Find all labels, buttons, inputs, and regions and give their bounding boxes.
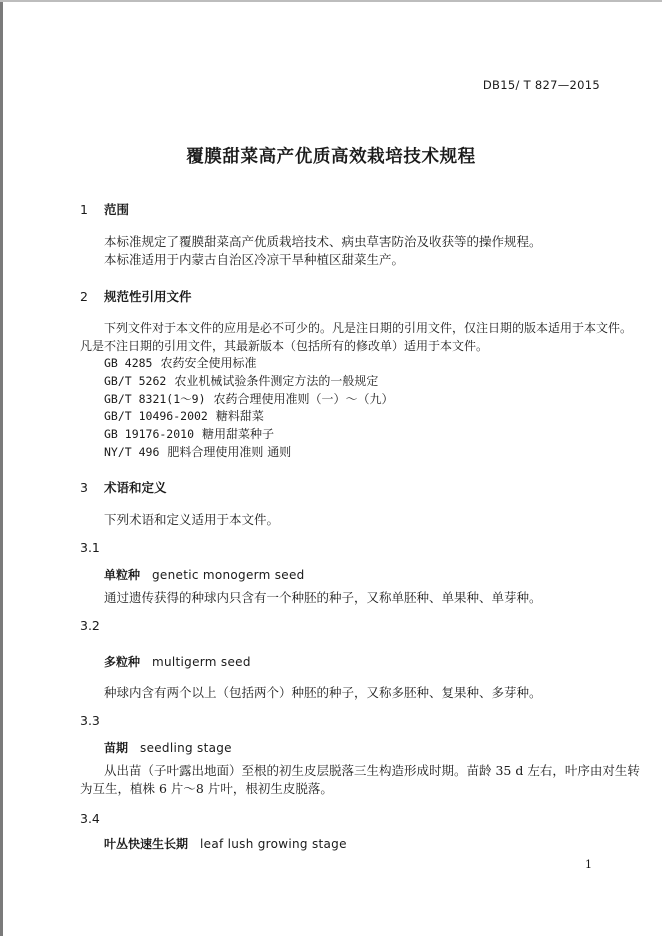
- reference-code: NY/T 496: [104, 445, 160, 459]
- clause-number: 3.1: [80, 540, 100, 555]
- terms-intro: 下列术语和定义适用于本文件。: [104, 512, 280, 527]
- term-definition: 种球内含有两个以上（包括两个）种胚的种子，又称多胚种、复果种、多芽种。: [104, 685, 542, 700]
- term-definition-line-1: 从出苗（子叶露出地面）至根的初生皮层脱落三生构造形成时期。苗龄 35 d 左右，叶序由对生转: [104, 763, 640, 778]
- section-title: 术语和定义: [104, 480, 167, 495]
- page-number: 1: [585, 858, 592, 871]
- reference-item: [104, 425, 274, 442]
- term-english: seedling stage: [140, 741, 232, 755]
- term-entry: [104, 653, 251, 670]
- references-intro-line-2: 凡是不注日期的引用文件，其最新版本（包括所有的修改单）适用于本文件。: [80, 339, 489, 353]
- clause-number: 3.3: [80, 713, 100, 728]
- reference-item: [104, 390, 394, 407]
- scan-edge-top: [0, 0, 662, 2]
- section-number: 3: [80, 480, 88, 495]
- document-title: 覆膜甜菜高产优质高效栽培技术规程: [186, 147, 476, 167]
- term-english: multigerm seed: [152, 655, 251, 669]
- clause-number: 3.2: [80, 618, 100, 633]
- term-entry: [104, 566, 305, 583]
- reference-title: 农药安全使用标准: [160, 356, 257, 370]
- reference-code: GB/T 5262: [104, 374, 167, 388]
- references-intro-line-1: 下列文件对于本文件的应用是必不可少的。凡是注日期的引用文件，仅注日期的版本适用于本文件。: [104, 321, 633, 335]
- clause-number: 3.4: [80, 811, 100, 826]
- scope-paragraph-2: 本标准适用于内蒙古自治区冷凉干旱种植区甜菜生产。: [104, 252, 405, 267]
- reference-code: GB/T 10496-2002: [104, 409, 208, 423]
- term-entry: [104, 739, 232, 756]
- term-english: genetic monogerm seed: [152, 568, 305, 582]
- reference-title: 糖用甜菜种子: [202, 427, 275, 441]
- section-title: 范围: [104, 202, 130, 217]
- scope-paragraph-1: 本标准规定了覆膜甜菜高产优质栽培技术、病虫草害防治及收获等的操作规程。: [104, 234, 542, 249]
- standard-number: DB15/ T 827—2015: [482, 78, 600, 92]
- term-chinese: 多粒种: [104, 655, 141, 669]
- reference-title: 糖料甜菜: [215, 409, 264, 423]
- reference-item: [104, 372, 378, 389]
- reference-code: GB/T 8321(1～9): [104, 392, 206, 406]
- reference-code: GB 19176-2010: [104, 427, 195, 441]
- reference-title: 肥料合理使用准则 通则: [167, 445, 292, 459]
- section-title: 规范性引用文件: [104, 289, 192, 304]
- section-terms-heading: [80, 478, 167, 496]
- section-number: 2: [80, 289, 88, 304]
- reference-code: GB 4285: [104, 356, 153, 370]
- section-references-heading: [80, 287, 192, 305]
- reference-item: [104, 407, 264, 424]
- scan-edge-left: [0, 0, 3, 936]
- reference-item: [104, 354, 256, 371]
- reference-item: [104, 443, 291, 460]
- term-english: leaf lush growing stage: [200, 837, 347, 851]
- term-entry: [104, 835, 347, 852]
- reference-title: 农业机械试验条件测定方法的一般规定: [174, 374, 379, 388]
- section-number: 1: [80, 202, 88, 217]
- term-definition: 通过遗传获得的种球内只含有一个种胚的种子，又称单胚种、单果种、单芽种。: [104, 590, 542, 605]
- term-chinese: 叶丛快速生长期: [104, 837, 189, 851]
- term-chinese: 苗期: [104, 741, 129, 755]
- reference-title: 农药合理使用准则（一）～（九）: [213, 392, 394, 406]
- term-definition-line-2: 为互生，植株 6 片～8 片叶，根初生皮脱落。: [80, 781, 333, 796]
- section-scope-heading: [80, 200, 129, 218]
- term-chinese: 单粒种: [104, 568, 141, 582]
